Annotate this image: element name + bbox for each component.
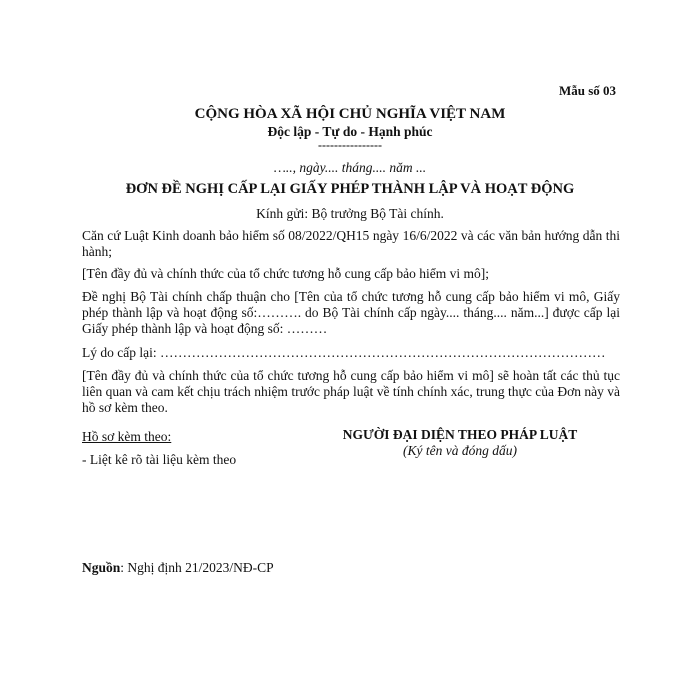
body-paragraph-reason: Lý do cấp lại: ……………………………………………………………………………………… <box>82 345 606 360</box>
header-divider: ---------------- <box>318 138 382 152</box>
body-paragraph-legal-basis: Căn cứ Luật Kinh doanh bảo hiểm số 08/2022/QH15 ngày 16/6/2022 và các văn bản hướng dẫn thi hành; <box>82 228 620 259</box>
body-paragraph-commitment: [Tên đầy đủ và chính thức của tổ chức tương hỗ cung cấp bảo hiểm vi mô] sẽ hoàn tất các thủ tục liên quan và cam kết chịu trách nhiệm trước pháp luật về tính chính xác, trung thực của Đơn này và hồ sơ kèm theo. <box>82 368 620 415</box>
body-paragraph-organization-name: [Tên đầy đủ và chính thức của tổ chức tương hỗ cung cấp bảo hiểm vi mô]; <box>82 266 489 281</box>
source-line <box>82 560 274 576</box>
source-text: : Nghị định 21/2023/NĐ-CP <box>120 560 274 575</box>
attachments-item: - Liệt kê rõ tài liệu kèm theo <box>82 452 237 467</box>
signature-title: NGƯỜI ĐẠI DIỆN THEO PHÁP LUẬT <box>342 427 578 442</box>
national-motto: Độc lập - Tự do - Hạnh phúc <box>267 124 433 139</box>
national-title: CỘNG HÒA XÃ HỘI CHỦ NGHĨA VIỆT NAM <box>194 106 506 122</box>
body-paragraph-request: Đề nghị Bộ Tài chính chấp thuận cho [Tên của tổ chức tương hỗ cung cấp bảo hiểm vi mô, Giấy phép thành lập và hoạt động số:………. do Bộ Tài chính cấp ngày.... tháng.... năm...] được cấp lại Giấy phép thành lập và hoạt động số: ……… <box>82 289 620 336</box>
form-number: Mẫu số 03 <box>558 83 616 98</box>
source-label: Nguồn <box>82 560 121 575</box>
recipient-line: Kính gửi: Bộ trưởng Bộ Tài chính. <box>256 206 444 221</box>
date-line: ….., ngày.... tháng.... năm ... <box>273 160 427 175</box>
attachments-heading: Hồ sơ kèm theo: <box>82 429 172 444</box>
signature-note: (Ký tên và đóng dấu) <box>403 443 517 458</box>
document-title: ĐƠN ĐỀ NGHỊ CẤP LẠI GIẤY PHÉP THÀNH LẬP VÀ HOẠT ĐỘNG <box>125 181 575 197</box>
